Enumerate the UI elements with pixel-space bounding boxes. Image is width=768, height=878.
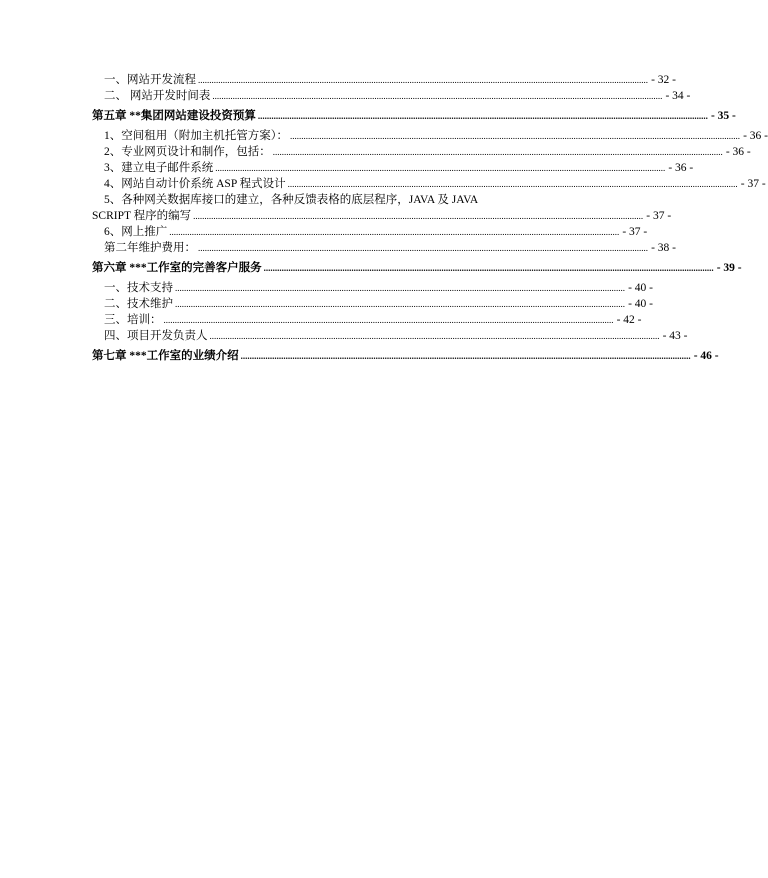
dot-leader: ........................................................................................................................................................................................................ [212,91,663,101]
toc-entry-title: 二、 网站开发时间表 [104,90,211,102]
toc-entry[interactable] [92,280,653,296]
toc-entry-page: - 37 - [622,226,648,238]
toc-chapter-entry[interactable] [92,258,742,278]
dot-leader: ........................................................................................................................................................................................................ [257,111,708,121]
dot-leader: ........................................................................................................................................................................................................ [215,163,666,173]
toc-entry-title: 5、各种网关数据库接口的建立，各种反馈表格的底层程序，JAVA 及 JAVA [104,194,479,206]
toc-entry-page: - 43 - [662,330,688,342]
toc-entry-title: 一、网站开发流程 [104,74,196,86]
dot-leader: ........................................................................................................................................................................................................ [287,179,738,189]
toc-entry[interactable] [92,224,648,240]
toc-entry-title: 3、建立电子邮件系统 [104,162,214,174]
toc-entry[interactable] [92,240,676,256]
toc-chapter-title: 第六章 ***工作室的完善客户服务 [92,262,262,274]
toc-entry[interactable] [92,144,751,160]
dot-leader: ........................................................................................................................................................................................................ [209,331,660,341]
toc-entry-page: - 35 - [710,110,736,122]
dot-leader: ........................................................................................................................................................................................................ [272,147,723,157]
toc-entry[interactable] [92,88,691,104]
toc-entry-title: 6、网上推广 [104,226,168,238]
toc-entry[interactable] [92,296,653,312]
toc-entry-title: 第二年维护费用： [104,242,196,254]
toc-entry-page: - 36 - [668,162,694,174]
toc-entry[interactable] [92,72,676,88]
dot-leader: ........................................................................................................................................................................................................ [163,315,614,325]
dot-leader: ........................................................................................................................................................................................................ [169,227,620,237]
dot-leader: ........................................................................................................................................................................................................ [290,131,740,141]
toc-entry[interactable] [92,160,694,176]
toc-entry-page: - 36 - [743,130,768,142]
toc-entry-page: - 37 - [740,178,766,190]
dot-leader: ........................................................................................................................................................................................................ [175,299,625,309]
toc-chapter-entry[interactable] [92,346,719,366]
toc-chapter-title: 第七章 ***工作室的业绩介绍 [92,350,239,362]
toc-entry-page: - 38 - [651,242,676,254]
toc-entry-title: 一、技术支持 [104,282,173,294]
toc-entry-page: - 42 - [616,314,642,326]
dot-leader: ........................................................................................................................................................................................................ [198,75,648,85]
toc-entry-title: 2、专业网页设计和制作，包括： [104,146,271,158]
toc-entry-wrapped-line2[interactable] [92,208,672,224]
toc-entry[interactable] [92,312,642,328]
toc-entry-title-continued: SCRIPT 程序的编写 [92,210,192,222]
toc-chapter-entry[interactable] [92,106,736,126]
toc-entry[interactable] [92,128,768,144]
toc-entry-title: 四、项目开发负责人 [104,330,208,342]
toc-entry-page: - 46 - [693,350,719,362]
toc-entry-page: - 32 - [651,74,676,86]
toc-entry-page: - 37 - [646,210,672,222]
toc-entry-page: - 39 - [716,262,742,274]
dot-leader: ........................................................................................................................................................................................................ [193,211,644,221]
toc-entry[interactable] [92,328,688,344]
toc-entry-title: 1、空间租用（附加主机托管方案）： [104,130,288,142]
toc-entry-wrapped-line1[interactable] [92,192,526,208]
dot-leader: ........................................................................................................................................................................................................ [198,243,648,253]
toc-chapter-title: 第五章 **集团网站建设投资预算 [92,110,256,122]
toc-entry[interactable] [92,176,766,192]
table-of-contents [92,72,768,368]
toc-entry-title: 4、网站自动计价系统 ASP 程式设计 [104,178,286,190]
dot-leader: ........................................................................................................................................................................................................ [263,263,714,273]
dot-leader: ........................................................................................................................................................................................................ [175,283,625,293]
toc-entry-page: - 34 - [665,90,691,102]
toc-entry-title: 三、培训： [104,314,162,326]
toc-entry-title: 二、技术维护 [104,298,173,310]
toc-entry-page: - 36 - [725,146,751,158]
toc-entry-page: - 40 - [628,282,653,294]
toc-entry-page: - 40 - [628,298,653,310]
dot-leader: ........................................................................................................................................................................................................ [240,351,691,361]
